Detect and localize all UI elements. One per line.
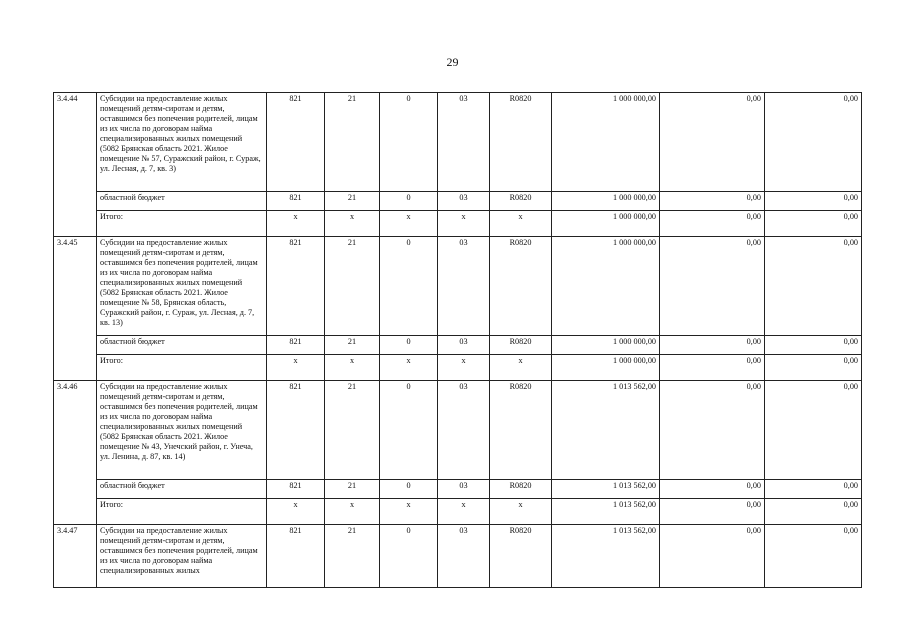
- code-cell: 21: [325, 192, 380, 211]
- table-row: [54, 93, 862, 192]
- code-cell: 21: [325, 237, 380, 336]
- code-cell: 0: [380, 525, 438, 588]
- table-row: [54, 237, 862, 336]
- code-cell: R0820: [490, 192, 552, 211]
- total-label: Итого:: [97, 211, 267, 237]
- amount-cell: 0,00: [660, 192, 765, 211]
- code-cell: x: [490, 499, 552, 525]
- sub-label: областной бюджет: [97, 336, 267, 355]
- code-cell: 21: [325, 381, 380, 480]
- amount-cell: 0,00: [765, 355, 862, 381]
- code-cell: 03: [438, 336, 490, 355]
- code-cell: R0820: [490, 93, 552, 192]
- code-cell: 03: [438, 480, 490, 499]
- code-cell: 0: [380, 480, 438, 499]
- code-cell: 03: [438, 93, 490, 192]
- budget-table: [53, 92, 862, 588]
- code-cell: x: [325, 211, 380, 237]
- code-cell: R0820: [490, 237, 552, 336]
- amount-cell: 0,00: [765, 381, 862, 480]
- item-number: 3.4.45: [54, 237, 97, 381]
- code-cell: R0820: [490, 480, 552, 499]
- sub-label: областной бюджет: [97, 480, 267, 499]
- table-row: [54, 525, 862, 588]
- code-cell: 0: [380, 237, 438, 336]
- code-cell: 0: [380, 381, 438, 480]
- amount-cell: 1 013 562,00: [552, 499, 660, 525]
- page-number: 29: [446, 55, 459, 69]
- code-cell: 03: [438, 525, 490, 588]
- item-description: Субсидии на предоставление жилых помещений детям-сиротам и детям, оставшимся без попечения родителей, лицам из их числа по договорам найма специализированных жилых помещений (5082 Брянская область 2021. Жилое помещение № 58, Брянская область, Суражский район, г. Сураж, ул. Лесная, д. 7, кв. 13): [97, 237, 267, 336]
- code-cell: x: [438, 355, 490, 381]
- code-cell: 0: [380, 93, 438, 192]
- amount-cell: 0,00: [765, 237, 862, 336]
- code-cell: x: [438, 499, 490, 525]
- code-cell: 821: [267, 336, 325, 355]
- code-cell: x: [490, 355, 552, 381]
- amount-cell: 0,00: [765, 192, 862, 211]
- amount-cell: 0,00: [660, 499, 765, 525]
- code-cell: 21: [325, 336, 380, 355]
- amount-cell: 0,00: [660, 211, 765, 237]
- amount-cell: 0,00: [765, 336, 862, 355]
- amount-cell: 0,00: [660, 237, 765, 336]
- table-row: [54, 192, 862, 211]
- amount-cell: 1 000 000,00: [552, 211, 660, 237]
- code-cell: R0820: [490, 336, 552, 355]
- amount-cell: 0,00: [660, 93, 765, 192]
- amount-cell: 0,00: [660, 480, 765, 499]
- amount-cell: 0,00: [765, 499, 862, 525]
- amount-cell: 0,00: [660, 381, 765, 480]
- code-cell: 821: [267, 93, 325, 192]
- total-label: Итого:: [97, 355, 267, 381]
- code-cell: x: [380, 355, 438, 381]
- amount-cell: 1 013 562,00: [552, 525, 660, 588]
- code-cell: 21: [325, 525, 380, 588]
- table-row: [54, 381, 862, 480]
- sub-label: областной бюджет: [97, 192, 267, 211]
- item-description: Субсидии на предоставление жилых помещений детям-сиротам и детям, оставшимся без попечения родителей, лицам из их числа по договорам найма специализированных жилых: [97, 525, 267, 588]
- table-row: [54, 499, 862, 525]
- code-cell: 03: [438, 381, 490, 480]
- table-row: [54, 480, 862, 499]
- code-cell: 0: [380, 192, 438, 211]
- amount-cell: 1 013 562,00: [552, 381, 660, 480]
- item-description: Субсидии на предоставление жилых помещений детям-сиротам и детям, оставшимся без попечения родителей, лицам из их числа по договорам найма специализированных жилых помещений (5082 Брянская область 2021. Жилое помещение № 43, Унечский район, г. Унеча, ул. Ленина, д. 87, кв. 14): [97, 381, 267, 480]
- amount-cell: 0,00: [765, 525, 862, 588]
- code-cell: R0820: [490, 381, 552, 480]
- code-cell: 03: [438, 192, 490, 211]
- code-cell: x: [490, 211, 552, 237]
- amount-cell: 1 000 000,00: [552, 93, 660, 192]
- table-row: [54, 355, 862, 381]
- code-cell: 821: [267, 237, 325, 336]
- code-cell: 821: [267, 480, 325, 499]
- amount-cell: 1 000 000,00: [552, 336, 660, 355]
- code-cell: 821: [267, 381, 325, 480]
- item-number: 3.4.47: [54, 525, 97, 588]
- code-cell: 0: [380, 336, 438, 355]
- code-cell: x: [267, 211, 325, 237]
- code-cell: 03: [438, 237, 490, 336]
- amount-cell: 1 000 000,00: [552, 237, 660, 336]
- amount-cell: 0,00: [765, 211, 862, 237]
- amount-cell: 1 013 562,00: [552, 480, 660, 499]
- amount-cell: 1 000 000,00: [552, 192, 660, 211]
- table-row: [54, 336, 862, 355]
- code-cell: 21: [325, 93, 380, 192]
- code-cell: x: [325, 355, 380, 381]
- code-cell: x: [438, 211, 490, 237]
- amount-cell: 0,00: [660, 355, 765, 381]
- code-cell: x: [380, 211, 438, 237]
- code-cell: x: [380, 499, 438, 525]
- amount-cell: 0,00: [660, 525, 765, 588]
- amount-cell: 0,00: [765, 480, 862, 499]
- amount-cell: 0,00: [765, 93, 862, 192]
- code-cell: x: [267, 355, 325, 381]
- code-cell: 821: [267, 192, 325, 211]
- code-cell: R0820: [490, 525, 552, 588]
- item-description: Субсидии на предоставление жилых помещений детям-сиротам и детям, оставшимся без попечения родителей, лицам из их числа по договорам найма специализированных жилых помещений (5082 Брянская область 2021. Жилое помещение № 57, Суражский район, г. Сураж, ул. Лесная, д. 7, кв. 3): [97, 93, 267, 192]
- code-cell: 21: [325, 480, 380, 499]
- code-cell: x: [325, 499, 380, 525]
- total-label: Итого:: [97, 499, 267, 525]
- item-number: 3.4.46: [54, 381, 97, 525]
- table-row: [54, 211, 862, 237]
- amount-cell: 1 000 000,00: [552, 355, 660, 381]
- code-cell: x: [267, 499, 325, 525]
- code-cell: 821: [267, 525, 325, 588]
- amount-cell: 0,00: [660, 336, 765, 355]
- item-number: 3.4.44: [54, 93, 97, 237]
